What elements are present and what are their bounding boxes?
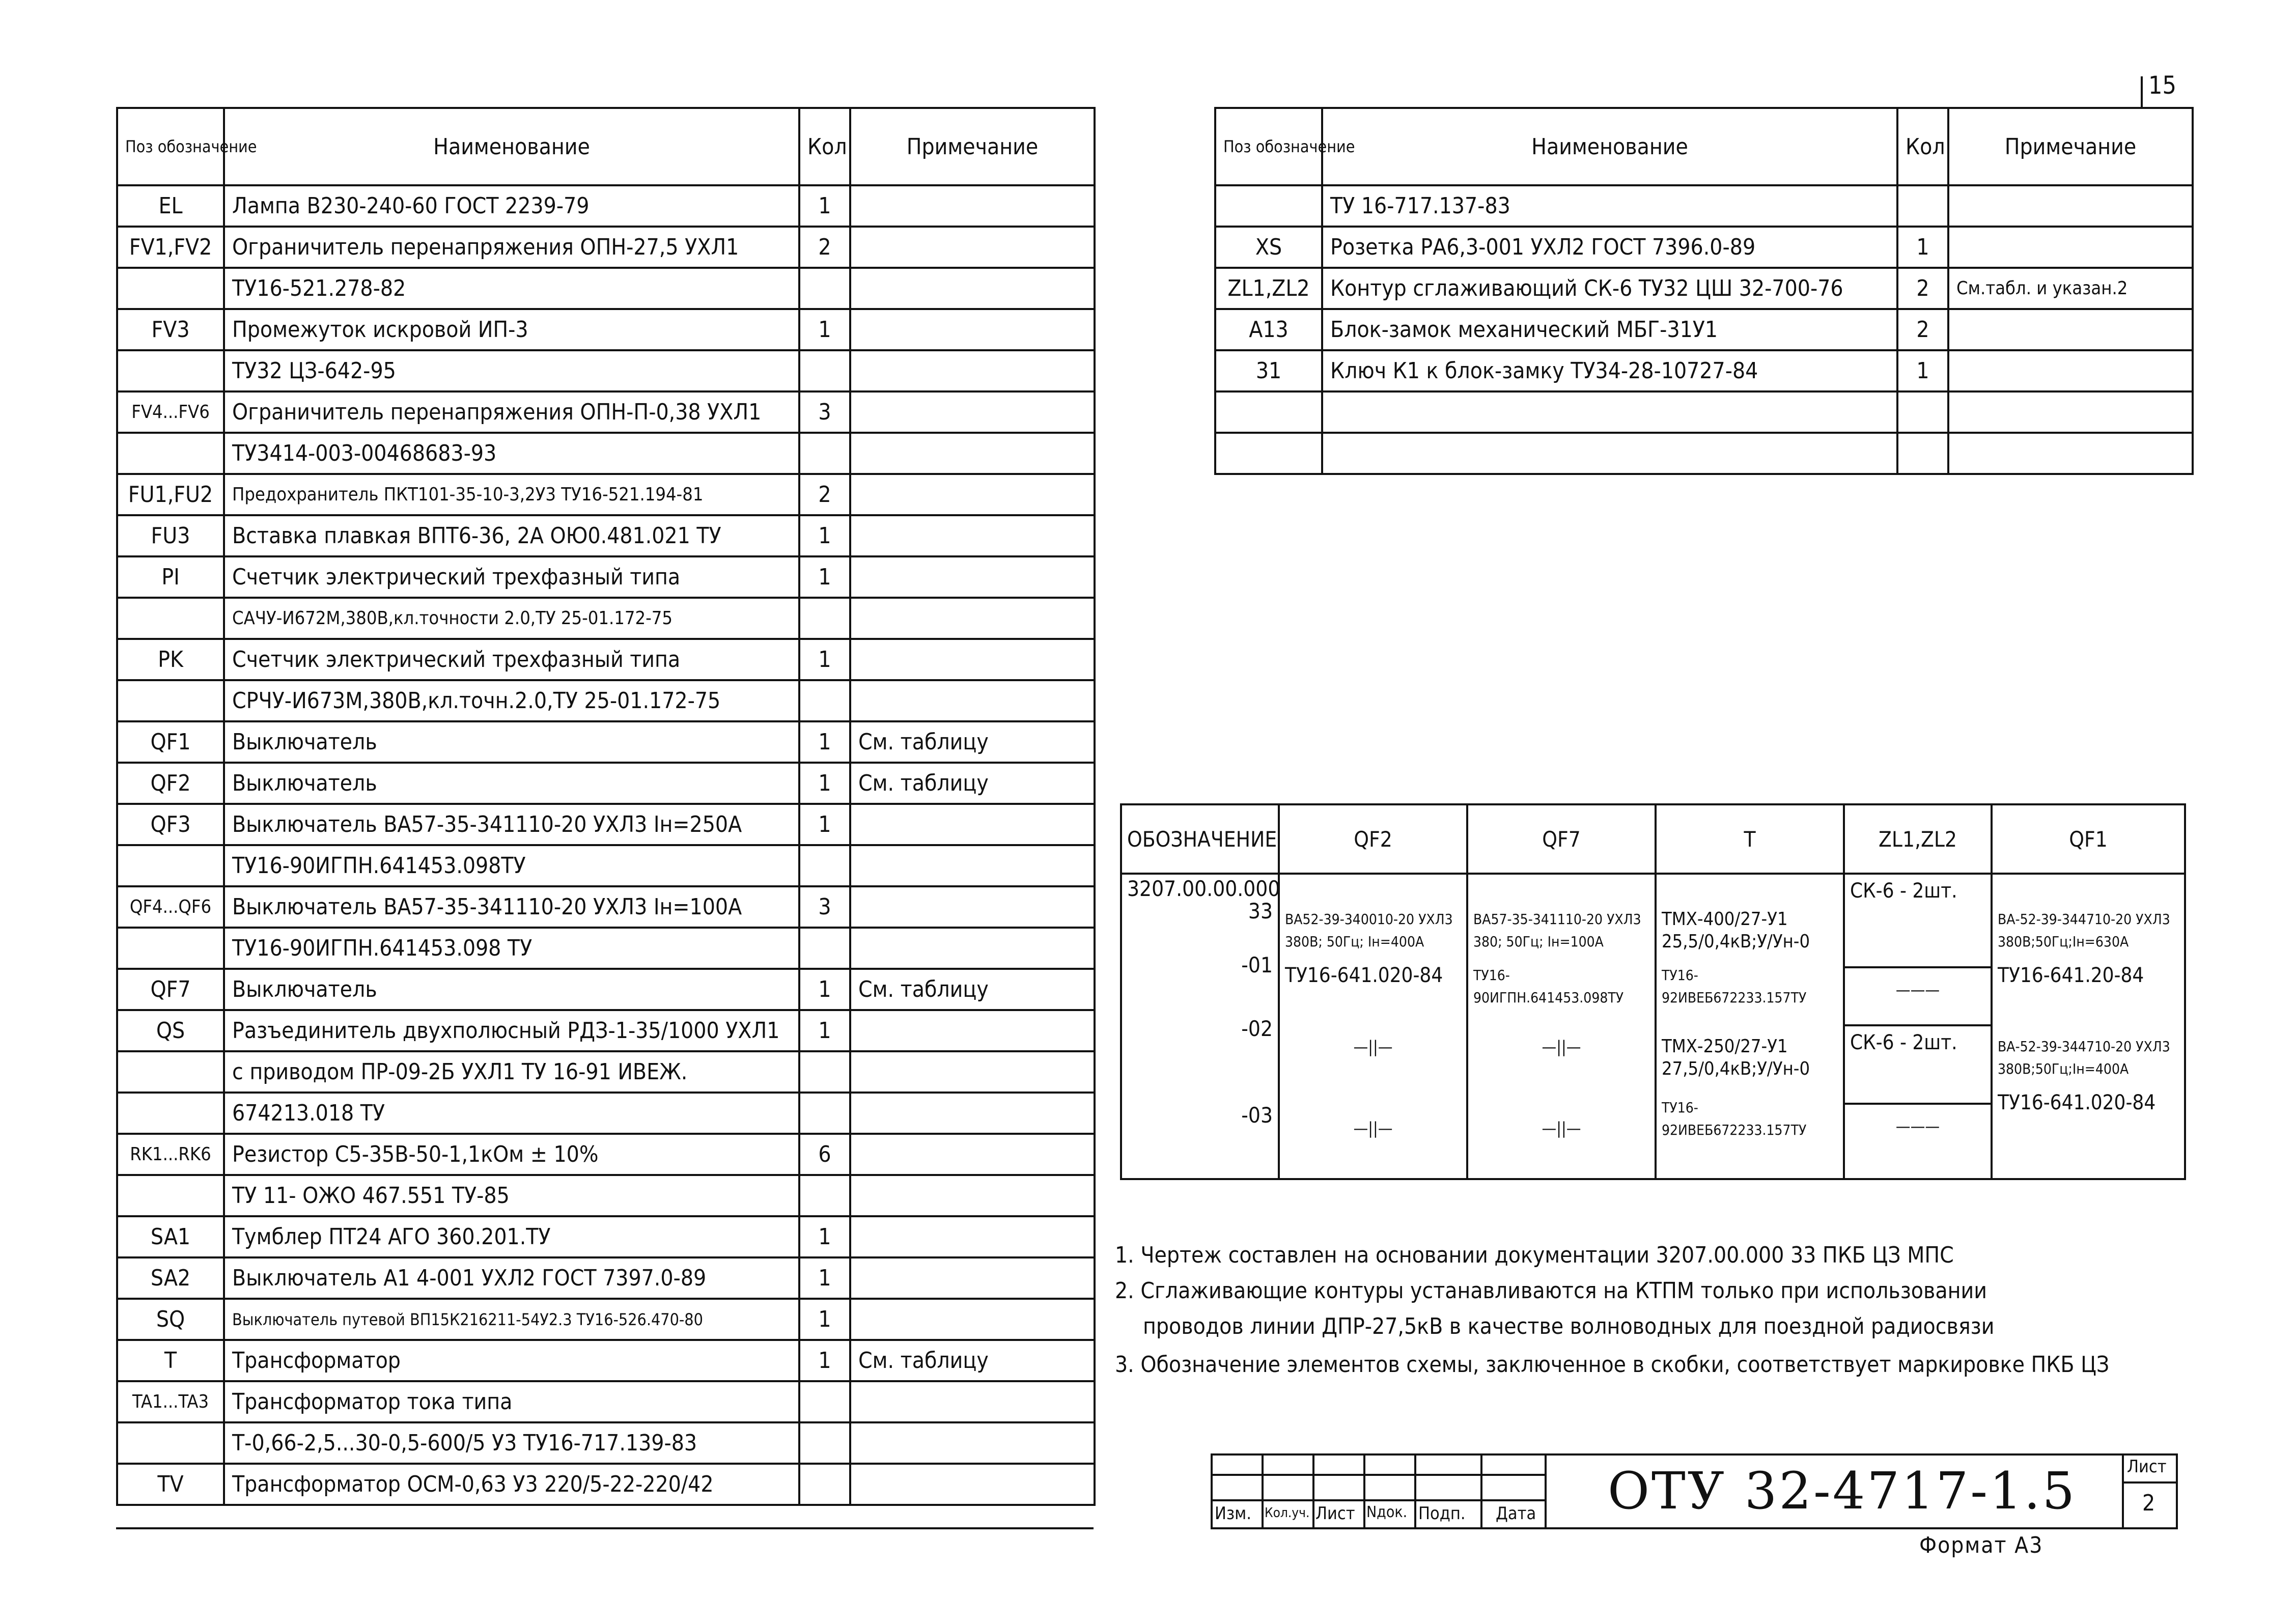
cell-pos <box>117 1093 224 1134</box>
table-row <box>117 886 1095 928</box>
designation-03: -03 <box>1241 1103 1273 1128</box>
cell-name: ТУ16-90ИГПН.641453.098 ТУ <box>224 928 799 969</box>
table-row <box>117 185 1095 227</box>
table-row <box>1215 433 2193 474</box>
cell-pos <box>117 1051 224 1093</box>
cell-pos: ZL1,ZL2 <box>1215 268 1322 309</box>
qf7-tu: ТУ16-90ИГПН.641453.098ТУ <box>1473 967 1624 1006</box>
cell-pos <box>117 268 224 309</box>
cell-qty: 1 <box>799 1340 850 1381</box>
table-row <box>117 433 1095 474</box>
table-row <box>117 268 1095 309</box>
table-row <box>1215 391 2193 433</box>
cell-qty <box>799 845 850 886</box>
cell-pos: A13 <box>1215 309 1322 350</box>
cell-pos <box>1215 391 1322 433</box>
header-qty: Кол <box>1897 108 1948 185</box>
table-row <box>117 227 1095 268</box>
cell-pos: QF1 <box>117 721 224 763</box>
cell-qty: 6 <box>799 1134 850 1175</box>
variants-header-zl: ZL1,ZL2 <box>1844 804 1992 874</box>
cell-qty <box>1897 391 1948 433</box>
cell-pos: FV4...FV6 <box>117 391 224 433</box>
cell-qty: 3 <box>799 391 850 433</box>
cell-qty: 1 <box>799 1216 850 1257</box>
header-qty: Кол <box>799 108 850 185</box>
cell-pos: XS <box>1215 227 1322 268</box>
cell-note <box>850 1010 1095 1051</box>
cell-pos <box>117 433 224 474</box>
table-row <box>117 804 1095 845</box>
cell-pos: QF3 <box>117 804 224 845</box>
table-row <box>117 1381 1095 1422</box>
cell-pos: FV1,FV2 <box>117 227 224 268</box>
table-row <box>117 515 1095 556</box>
qf1-tu-2: ТУ16-641.020-84 <box>1998 1091 2156 1114</box>
cell-pos <box>117 845 224 886</box>
cell-note <box>850 1093 1095 1134</box>
table-row <box>117 680 1095 721</box>
cell-pos: TV <box>117 1464 224 1505</box>
designation-01: -01 <box>1241 953 1273 977</box>
cell-pos: SA1 <box>117 1216 224 1257</box>
header-pos: Поз обозначение <box>1215 108 1322 185</box>
table-row <box>117 1464 1095 1505</box>
cell-qty <box>799 1051 850 1093</box>
table-row <box>117 1134 1095 1175</box>
cell-pos: T <box>117 1340 224 1381</box>
cell-qty: 1 <box>799 185 850 227</box>
page-number-bracket <box>2141 76 2143 107</box>
cell-note <box>850 639 1095 680</box>
table-row <box>117 928 1095 969</box>
cell-qty <box>1897 185 1948 227</box>
cell-name: Вставка плавкая ВПТ6-36, 2А ОЮ0.481.021 ТУ <box>224 515 799 556</box>
table-row <box>117 350 1095 391</box>
cell-note: См. таблицу <box>850 969 1095 1010</box>
note-3: 3. Обозначение элементов схемы, заключенное в скобки, соответствует маркировке ПКБ ЦЗ <box>1115 1352 2110 1378</box>
zl-02: ——— <box>1895 980 1940 999</box>
cell-pos: FU3 <box>117 515 224 556</box>
cell-name: Выключатель <box>224 721 799 763</box>
table-row <box>117 391 1095 433</box>
cell-name: Розетка РА6,3-001 УХЛ2 ГОСТ 7396.0-89 <box>1322 227 1897 268</box>
table-row <box>1215 268 2193 309</box>
cell-pos <box>1215 433 1322 474</box>
table-header-row <box>1215 108 2193 185</box>
cell-pos <box>117 928 224 969</box>
title-block <box>1211 1453 2178 1527</box>
cell-note <box>1948 227 2193 268</box>
cell-note <box>850 309 1095 350</box>
variants-designations <box>1121 874 1279 1179</box>
cell-name: Трансформатор ОСМ-0,63 У3 220/5-22-220/42 <box>224 1464 799 1505</box>
cell-qty <box>799 928 850 969</box>
cell-name: Трансформатор тока типа <box>224 1381 799 1422</box>
header-name: Наименование <box>224 108 799 185</box>
cell-pos: RK1...RK6 <box>117 1134 224 1175</box>
cell-note: См.табл. и указан.2 <box>1948 268 2193 309</box>
cell-pos: SA2 <box>117 1257 224 1299</box>
cell-name: Ключ К1 к блок-замку ТУ34-28-10727-84 <box>1322 350 1897 391</box>
t-tu-2: ТУ16-92ИВЕБ672233.157ТУ <box>1662 1099 1807 1138</box>
cell-qty <box>799 1175 850 1216</box>
cell-note <box>850 1299 1095 1340</box>
table-row <box>117 763 1095 804</box>
cell-note <box>850 928 1095 969</box>
cell-name: Выключатель <box>224 763 799 804</box>
cell-name: Выключатель ВА57-35-341110-20 УХЛ3 Iн=250А <box>224 804 799 845</box>
cell-note <box>1948 309 2193 350</box>
header-note: Примечание <box>850 108 1095 185</box>
cell-qty: 2 <box>799 227 850 268</box>
cell-name: ТУ3414-003-00468683-93 <box>224 433 799 474</box>
table-row <box>1215 227 2193 268</box>
stamp-col-koluch: Кол.уч. <box>1265 1505 1310 1521</box>
table-row <box>117 845 1095 886</box>
cell-note <box>1948 185 2193 227</box>
cell-name: ТУ32 ЦЗ-642-95 <box>224 350 799 391</box>
cell-qty <box>799 268 850 309</box>
table-header-row <box>117 108 1095 185</box>
cell-name: ТУ 11- ОЖО 467.551 ТУ-85 <box>224 1175 799 1216</box>
cell-note: См. таблицу <box>850 1340 1095 1381</box>
variants-qf2-cell <box>1279 874 1467 1179</box>
t-tu-1: ТУ16-92ИВЕБ672233.157ТУ <box>1662 967 1807 1006</box>
cell-note: См. таблицу <box>850 763 1095 804</box>
table-row <box>117 474 1095 515</box>
cell-qty: 2 <box>799 474 850 515</box>
cell-note: См. таблицу <box>850 721 1095 763</box>
table-row <box>1215 350 2193 391</box>
cell-note <box>850 391 1095 433</box>
table-row <box>117 1340 1095 1381</box>
cell-pos <box>117 1175 224 1216</box>
stamp-bottom-line <box>1211 1527 2178 1529</box>
cell-pos: QF4...QF6 <box>117 886 224 928</box>
cell-pos: 31 <box>1215 350 1322 391</box>
cell-note <box>1948 433 2193 474</box>
cell-name: Предохранитель ПКТ101-35-10-3,2У3 ТУ16-521.194-81 <box>224 474 799 515</box>
note-1: 1. Чертеж составлен на основании документации 3207.00.000 33 ПКБ ЦЗ МПС <box>1115 1242 1954 1268</box>
cell-qty: 1 <box>799 1299 850 1340</box>
cell-note <box>850 1464 1095 1505</box>
variants-header-qf2: QF2 <box>1279 804 1467 874</box>
cell-name: с приводом ПР-09-2Б УХЛ1 ТУ 16-91 ИВЕЖ. <box>224 1051 799 1093</box>
cell-note <box>850 1051 1095 1093</box>
table-row <box>117 309 1095 350</box>
spec-table-left <box>116 107 1096 1506</box>
cell-qty <box>799 1093 850 1134</box>
qf1-spec-630: ВА-52-39-344710-20 УХЛ3 380В;50Гц;Iн=630А <box>1998 911 2170 950</box>
table-row <box>117 1299 1095 1340</box>
document-designation: ОТУ 32-4717-1.5 <box>1608 1461 2077 1521</box>
cell-note <box>850 1381 1095 1422</box>
cell-pos: SQ <box>117 1299 224 1340</box>
cell-note <box>850 845 1095 886</box>
table-row <box>117 1216 1095 1257</box>
cell-note <box>850 886 1095 928</box>
cell-note <box>850 350 1095 391</box>
cell-qty: 1 <box>799 804 850 845</box>
cell-qty: 1 <box>799 763 850 804</box>
cell-name: Счетчик электрический трехфазный типа <box>224 556 799 598</box>
qf2-ditto-03: —||— <box>1353 1118 1393 1138</box>
stamp-col-list: Лист <box>1315 1503 1355 1524</box>
qf7-ditto-03: —||— <box>1542 1118 1581 1138</box>
stamp-col-izm: Изм. <box>1215 1503 1251 1524</box>
table-row <box>117 598 1095 639</box>
cell-name: Выключатель А1 4-001 УХЛ2 ГОСТ 7397.0-89 <box>224 1257 799 1299</box>
zl-01: СК-6 - 2шт. <box>1845 875 1991 968</box>
cell-name: Ограничитель перенапряжения ОПН-П-0,38 УХЛ1 <box>224 391 799 433</box>
zl-03: СК-6 - 2шт. <box>1845 1024 1991 1105</box>
table-row <box>117 1051 1095 1093</box>
cell-note <box>850 474 1095 515</box>
cell-name: САЧУ-И672М,380В,кл.точности 2.0,ТУ 25-01.172-75 <box>224 598 799 639</box>
cell-note <box>850 433 1095 474</box>
variants-qf1-cell <box>1992 874 2185 1179</box>
cell-note <box>850 598 1095 639</box>
cell-qty <box>799 1464 850 1505</box>
cell-name: ТУ 16-717.137-83 <box>1322 185 1897 227</box>
variants-header-qf7: QF7 <box>1467 804 1656 874</box>
note-2: 2. Сглаживающие контуры устанавливаются на КТПМ только при использовании <box>1115 1278 1987 1304</box>
cell-qty: 1 <box>799 969 850 1010</box>
cell-name: Счетчик электрический трехфазный типа <box>224 639 799 680</box>
cell-name: Трансформатор <box>224 1340 799 1381</box>
variants-body-row <box>1121 874 2185 1179</box>
cell-pos: PK <box>117 639 224 680</box>
cell-qty: 1 <box>799 721 850 763</box>
cell-name: Промежуток искровой ИП-3 <box>224 309 799 350</box>
cell-name <box>1322 433 1897 474</box>
cell-note <box>850 185 1095 227</box>
table-row <box>117 969 1095 1010</box>
variants-header-designation: ОБОЗНАЧЕНИЕ <box>1121 804 1279 874</box>
cell-pos <box>117 598 224 639</box>
variants-table <box>1120 803 2186 1180</box>
variants-zl-cell <box>1844 874 1992 1179</box>
cell-qty: 2 <box>1897 268 1948 309</box>
cell-qty: 1 <box>799 1010 850 1051</box>
header-pos: Поз обозначение <box>117 108 224 185</box>
variants-t-cell <box>1656 874 1844 1179</box>
cell-qty: 1 <box>799 515 850 556</box>
cell-note <box>850 1422 1095 1464</box>
table-row <box>117 721 1095 763</box>
cell-name: Резистор С5-35В-50-1,1кОм ± 10% <box>224 1134 799 1175</box>
table-row <box>117 556 1095 598</box>
cell-qty: 3 <box>799 886 850 928</box>
t-spec-400: ТМХ-400/27-У1 25,5/0,4кВ;У/Ун-0 <box>1662 909 1810 952</box>
qf2-ditto-02: —||— <box>1353 1037 1393 1056</box>
cell-pos: QF2 <box>117 763 224 804</box>
cell-name: Блок-замок механический МБГ-31У1 <box>1322 309 1897 350</box>
table-row <box>117 639 1095 680</box>
cell-name: Контур сглаживающий СК-6 ТУ32 ЦШ 32-700-76 <box>1322 268 1897 309</box>
qf2-spec: ВА52-39-340010-20 УХЛ3 380В; 50Гц; Iн=400А <box>1285 911 1453 950</box>
cell-qty <box>799 598 850 639</box>
table-row <box>117 1422 1095 1464</box>
cell-name: Лампа В230-240-60 ГОСТ 2239-79 <box>224 185 799 227</box>
spec-table-right <box>1214 107 2194 475</box>
cell-qty: 1 <box>799 556 850 598</box>
table-row <box>117 1257 1095 1299</box>
cell-pos: QF7 <box>117 969 224 1010</box>
cell-note <box>850 556 1095 598</box>
t-spec-250: ТМХ-250/27-У1 27,5/0,4кВ;У/Ун-0 <box>1662 1036 1810 1079</box>
variants-header-t: T <box>1656 804 1844 874</box>
cell-note <box>850 1216 1095 1257</box>
variants-qf7-cell <box>1467 874 1656 1179</box>
note-2-cont: проводов линии ДПР-27,5кВ в качестве волноводных для поездной радиосвязи <box>1143 1313 1995 1339</box>
cell-note <box>1948 391 2193 433</box>
cell-name: Выключатель <box>224 969 799 1010</box>
table-row <box>1215 309 2193 350</box>
cell-name: Выключатель путевой ВП15К216211-54У2.3 ТУ16-526.470-80 <box>224 1299 799 1340</box>
cell-name: Выключатель ВА57-35-341110-20 УХЛ3 Iн=100А <box>224 886 799 928</box>
cell-qty: 1 <box>799 639 850 680</box>
left-bottom-line <box>116 1527 1094 1529</box>
stamp-col-podp: Подп. <box>1418 1503 1466 1524</box>
cell-pos <box>1215 185 1322 227</box>
cell-note <box>850 1257 1095 1299</box>
table-row <box>1215 185 2193 227</box>
cell-pos: QS <box>117 1010 224 1051</box>
header-name: Наименование <box>1322 108 1897 185</box>
cell-qty: 1 <box>1897 227 1948 268</box>
zl-04: ——— <box>1895 1116 1940 1136</box>
cell-qty <box>799 1381 850 1422</box>
cell-name: СРЧУ-И673М,380В,кл.точн.2.0,ТУ 25-01.172-75 <box>224 680 799 721</box>
qf2-tu: ТУ16-641.020-84 <box>1285 964 1443 987</box>
sheet-number: 2 <box>2142 1490 2155 1516</box>
cell-name: 674213.018 ТУ <box>224 1093 799 1134</box>
cell-note <box>850 1134 1095 1175</box>
cell-name: Разъединитель двухполюсный РДЗ-1-35/1000 УХЛ1 <box>224 1010 799 1051</box>
page-number: 15 <box>2148 71 2176 100</box>
cell-name: Т-0,66-2,5...30-0,5-600/5 У3 ТУ16-717.139-83 <box>224 1422 799 1464</box>
cell-note <box>850 680 1095 721</box>
cell-qty <box>799 1422 850 1464</box>
cell-name: Ограничитель перенапряжения ОПН-27,5 УХЛ1 <box>224 227 799 268</box>
cell-pos <box>117 350 224 391</box>
table-row <box>117 1010 1095 1051</box>
sheet-label: Лист <box>2127 1457 2167 1477</box>
cell-note <box>850 1175 1095 1216</box>
table-row <box>117 1093 1095 1134</box>
qf1-spec-400: ВА-52-39-344710-20 УХЛ3 380В;50Гц;Iн=400А <box>1998 1038 2170 1077</box>
cell-qty <box>799 433 850 474</box>
stamp-col-ndok: Nдок. <box>1366 1503 1408 1521</box>
cell-note <box>850 804 1095 845</box>
cell-qty <box>799 350 850 391</box>
cell-qty <box>799 680 850 721</box>
cell-note <box>850 268 1095 309</box>
sheet-box <box>2122 1453 2178 1527</box>
format-label: Формат А3 <box>1919 1532 2043 1558</box>
variants-header-row <box>1121 804 2185 874</box>
variants-header-qf1: QF1 <box>1992 804 2185 874</box>
cell-name: ТУ16-90ИГПН.641453.098ТУ <box>224 845 799 886</box>
cell-pos <box>117 680 224 721</box>
cell-pos <box>117 1422 224 1464</box>
cell-note <box>850 227 1095 268</box>
cell-pos: TA1...TA3 <box>117 1381 224 1422</box>
cell-name <box>1322 391 1897 433</box>
cell-pos: FV3 <box>117 309 224 350</box>
cell-pos: PI <box>117 556 224 598</box>
designation-base: 3207.00.00.000 33 <box>1127 876 1280 924</box>
qf1-tu-1: ТУ16-641.20-84 <box>1998 964 2144 987</box>
cell-qty: 1 <box>799 309 850 350</box>
qf7-spec: ВА57-35-341110-20 УХЛ3 380; 50Гц; Iн=100А <box>1473 911 1641 950</box>
cell-qty: 1 <box>1897 350 1948 391</box>
designation-02: -02 <box>1241 1016 1273 1041</box>
cell-pos: EL <box>117 185 224 227</box>
table-row <box>117 1175 1095 1216</box>
cell-pos: FU1,FU2 <box>117 474 224 515</box>
cell-name: ТУ16-521.278-82 <box>224 268 799 309</box>
cell-note <box>1948 350 2193 391</box>
cell-qty: 2 <box>1897 309 1948 350</box>
cell-note <box>850 515 1095 556</box>
stamp-col-data: Дата <box>1496 1503 1536 1524</box>
cell-qty: 1 <box>799 1257 850 1299</box>
header-note: Примечание <box>1948 108 2193 185</box>
qf7-ditto-02: —||— <box>1542 1037 1581 1056</box>
cell-name: Тумблер ПТ24 АГО 360.201.ТУ <box>224 1216 799 1257</box>
cell-qty <box>1897 433 1948 474</box>
